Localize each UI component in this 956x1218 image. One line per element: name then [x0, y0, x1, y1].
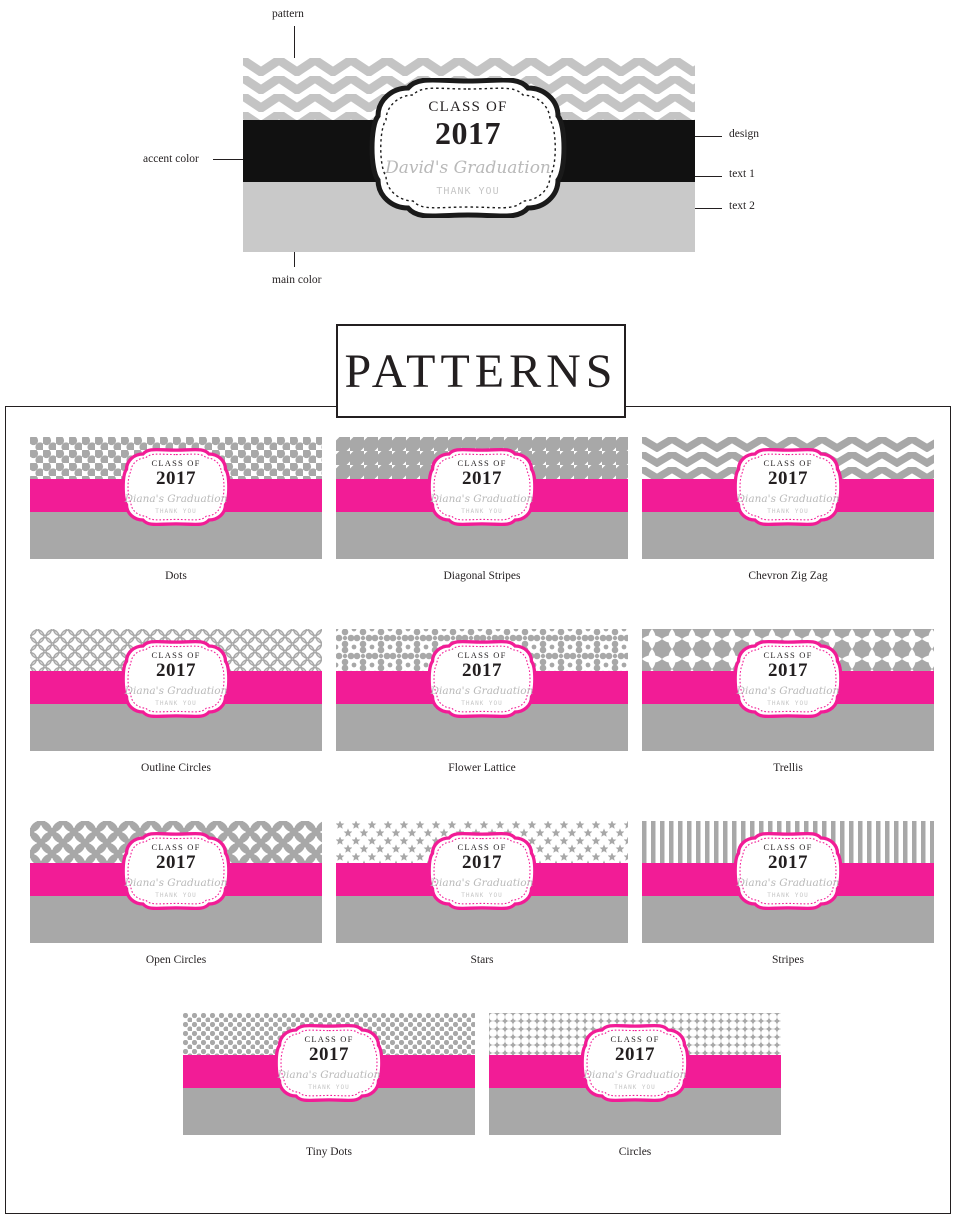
- sample-year: 2017: [309, 1043, 349, 1065]
- design-badge: [580, 1021, 690, 1105]
- sample-text2: THANK YOU: [155, 892, 197, 899]
- pattern-caption: Diagonal Stripes: [443, 570, 521, 582]
- pattern-caption: Stars: [470, 954, 494, 966]
- pattern-sample-trellis[interactable]: [642, 629, 934, 751]
- sample-text2: THANK YOU: [308, 1084, 350, 1091]
- demo-design-badge: [368, 78, 568, 218]
- wrapper-diagram: [0, 0, 956, 300]
- pattern-cell-diagonal-stripes[interactable]: [336, 437, 628, 582]
- sample-text1: Diana's Graduation: [736, 684, 840, 697]
- pattern-sample-tiny-dots[interactable]: [183, 1013, 475, 1135]
- sample-class-of: CLASS OF: [457, 458, 507, 468]
- design-badge: [733, 829, 843, 913]
- sample-text2: THANK YOU: [767, 508, 809, 515]
- pattern-caption: Dots: [165, 570, 187, 582]
- pattern-sample-flower-lattice[interactable]: [336, 629, 628, 751]
- pattern-sample-chevron[interactable]: [642, 437, 934, 559]
- sample-text1: Diana's Graduation: [583, 1068, 687, 1081]
- design-badge: [274, 1021, 384, 1105]
- leader-accent-color: [213, 159, 243, 160]
- design-badge: [121, 445, 231, 529]
- patterns-grid: [6, 407, 950, 1213]
- sample-text1: Diana's Graduation: [277, 1068, 381, 1081]
- pattern-caption: Open Circles: [145, 954, 207, 966]
- demo-text2: THANK YOU: [436, 185, 500, 197]
- pattern-caption: Stripes: [772, 954, 804, 966]
- pattern-cell-chevron[interactable]: [642, 437, 934, 582]
- sample-class-of: CLASS OF: [457, 650, 507, 660]
- pattern-cell-dots[interactable]: [30, 437, 322, 582]
- design-badge: [121, 637, 231, 721]
- sample-text2: THANK YOU: [614, 1084, 656, 1091]
- pattern-cell-circles[interactable]: [489, 1013, 781, 1158]
- sample-year: 2017: [768, 467, 808, 489]
- sample-text1: Diana's Graduation: [124, 684, 228, 697]
- pattern-cell-trellis[interactable]: [642, 629, 934, 774]
- design-badge: [427, 637, 537, 721]
- pattern-caption: Circles: [618, 1146, 652, 1158]
- sample-year: 2017: [768, 851, 808, 873]
- sample-class-of: CLASS OF: [457, 842, 507, 852]
- sample-text2: THANK YOU: [461, 508, 503, 515]
- design-badge: [733, 445, 843, 529]
- sample-text1: Diana's Graduation: [124, 492, 228, 505]
- sample-year: 2017: [156, 851, 196, 873]
- patterns-title-text: PATTERNS: [344, 344, 618, 398]
- demo-text1: David's Graduation: [385, 157, 551, 178]
- sample-text1: Diana's Graduation: [430, 492, 534, 505]
- sample-text2: THANK YOU: [461, 700, 503, 707]
- sample-text1: Diana's Graduation: [736, 492, 840, 505]
- sample-year: 2017: [462, 467, 502, 489]
- sample-text2: THANK YOU: [155, 700, 197, 707]
- pattern-sample-open-circles[interactable]: [30, 821, 322, 943]
- callout-accent-color: accent color: [143, 153, 199, 165]
- sample-text2: THANK YOU: [767, 892, 809, 899]
- sample-text1: Diana's Graduation: [430, 876, 534, 889]
- pattern-sample-diagonal-stripes[interactable]: [336, 437, 628, 559]
- patterns-title: [336, 324, 626, 418]
- callout-main-color: main color: [272, 274, 322, 286]
- sample-class-of: CLASS OF: [763, 650, 813, 660]
- leader-pattern: [294, 26, 295, 58]
- sample-class-of: CLASS OF: [151, 458, 201, 468]
- pattern-cell-outline-circles[interactable]: [30, 629, 322, 774]
- patterns-panel: [5, 406, 951, 1214]
- sample-class-of: CLASS OF: [610, 1034, 660, 1044]
- sample-class-of: CLASS OF: [763, 458, 813, 468]
- sample-class-of: CLASS OF: [763, 842, 813, 852]
- sample-class-of: CLASS OF: [304, 1034, 354, 1044]
- sample-year: 2017: [615, 1043, 655, 1065]
- sample-text2: THANK YOU: [461, 892, 503, 899]
- sample-class-of: CLASS OF: [151, 842, 201, 852]
- sample-year: 2017: [156, 467, 196, 489]
- demo-year: 2017: [435, 114, 501, 151]
- design-badge: [427, 445, 537, 529]
- pattern-sample-outline-circles[interactable]: [30, 629, 322, 751]
- design-badge: [427, 829, 537, 913]
- pattern-sample-dots[interactable]: [30, 437, 322, 559]
- sample-year: 2017: [462, 851, 502, 873]
- sample-class-of: CLASS OF: [151, 650, 201, 660]
- sample-year: 2017: [768, 659, 808, 681]
- design-badge: [121, 829, 231, 913]
- pattern-caption: Tiny Dots: [306, 1146, 352, 1158]
- pattern-cell-open-circles[interactable]: [30, 821, 322, 966]
- pattern-caption: Outline Circles: [141, 762, 211, 774]
- pattern-cell-stripes[interactable]: [642, 821, 934, 966]
- pattern-sample-circles[interactable]: [489, 1013, 781, 1135]
- callout-pattern: pattern: [272, 8, 304, 20]
- callout-design: design: [729, 128, 760, 140]
- pattern-cell-stars[interactable]: [336, 821, 628, 966]
- pattern-sample-stars[interactable]: [336, 821, 628, 943]
- pattern-cell-flower-lattice[interactable]: [336, 629, 628, 774]
- demo-class-of: CLASS OF: [428, 98, 508, 115]
- callout-text1: text 1: [729, 168, 755, 180]
- sample-text2: THANK YOU: [767, 700, 809, 707]
- sample-text1: Diana's Graduation: [430, 684, 534, 697]
- pattern-cell-tiny-dots[interactable]: [183, 1013, 475, 1158]
- sample-year: 2017: [156, 659, 196, 681]
- pattern-caption: Trellis: [773, 762, 803, 774]
- sample-text2: THANK YOU: [155, 508, 197, 515]
- pattern-caption: Chevron Zig Zag: [748, 570, 828, 582]
- pattern-caption: Flower Lattice: [448, 762, 516, 774]
- sample-text1: Diana's Graduation: [124, 876, 228, 889]
- callout-text2: text 2: [729, 200, 755, 212]
- sample-text1: Diana's Graduation: [736, 876, 840, 889]
- design-badge: [733, 637, 843, 721]
- pattern-sample-stripes[interactable]: [642, 821, 934, 943]
- sample-year: 2017: [462, 659, 502, 681]
